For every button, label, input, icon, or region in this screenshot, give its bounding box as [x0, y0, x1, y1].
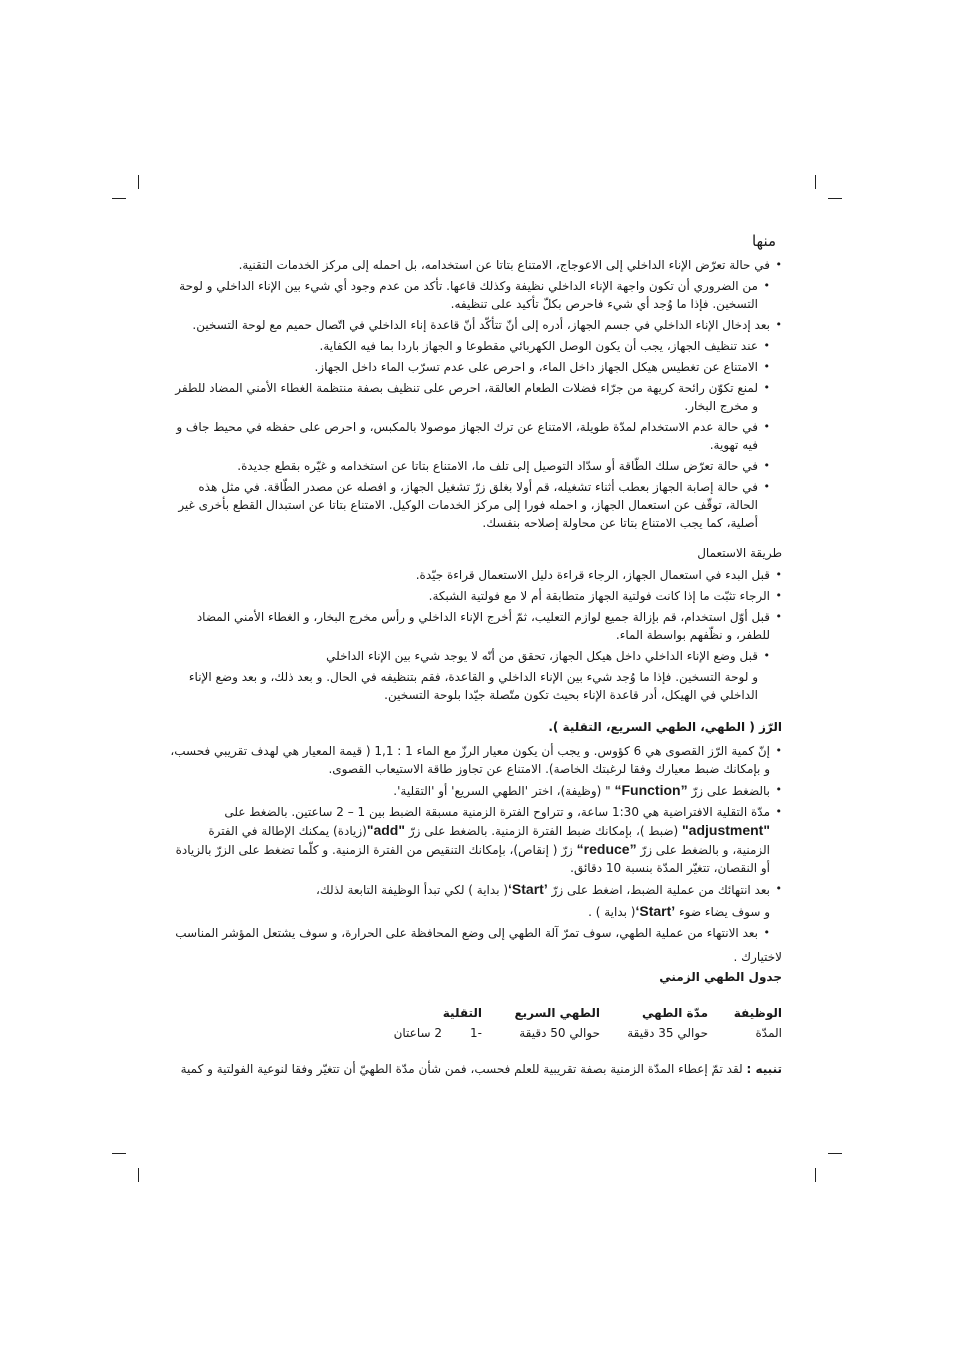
list-item: • الرجاء تثبّت ما إذا كانت فولتية الجهاز متطابقة أم لا مع فولتية الشبكة.: [170, 587, 782, 605]
text: (زيادة) يمكنك الإطالة في الفترة الزمنية، و بالضغط على زرّ: [208, 824, 770, 857]
text: ( بداية ) .: [588, 905, 636, 919]
add-keyword: "add": [366, 822, 405, 838]
text: ( بداية ) لكي تبدأ الوظيفة التابعة لذلك،: [316, 883, 509, 897]
crop-mark: [815, 1168, 816, 1182]
list-item: • لمنع تكوّن رائحة كريهة من جرّاء فضلات الطعام العالقة، احرص على تنظيف بصفة منتظمة الغطاء الأمني المضاد للطفر و مخرج البخار.: [170, 379, 782, 415]
table-cell: 2 ساعتان: [393, 1026, 442, 1040]
list-item: و لوحة التسخين. فإذا ما وُجد شيء بين الإناء الداخلي و القاعدة، فقم بتنظيفه في الحال. و بعد ذلك، و بعد وضع الإناء الداخلي في الهيكل، أدر قاعدة الإناء بحيث تكون متّصلة جيّدا بلوحة التسخين.: [188, 670, 758, 702]
list-item: • قبل البدء في استعمال الجهاز، الرجاء قراءة دليل الاستعمال قراءة جيّدة.: [170, 566, 782, 584]
list-item: • من الضروري أن تكون واجهة الإناء الداخلي نظيفة وكذلك قاعها. تأكد من عدم وجود أي شيء بين الإناء الداخلي و لوحة التسخين. فإذا ما وُجد أي شيء فاحرص بكلّ تأكيد على تنظيفه.: [170, 277, 782, 313]
text: و سوف يضاء ضوء: [675, 905, 770, 919]
list-item: [170, 803, 782, 877]
maintenance-list: [170, 256, 782, 532]
text: (ضبط )، بإمكانك ضبط الفترة الزمنية. بالضغط على زرّ: [405, 824, 683, 838]
start-keyword: ’Start‘: [508, 881, 548, 897]
note: [170, 1060, 782, 1078]
column-header: التقلية: [442, 1006, 482, 1020]
list-item: • قبل أوّل استخدام، قم بإزالة جميع لوازم التعليب، ثمّ أخرج الإناء الداخلي و رأس مخرج البخار، و الغطاء الأمني المضاد للطفر، و نظّفهم بواسطة الماء.: [170, 608, 782, 644]
note-label: تنبيه :: [746, 1062, 782, 1076]
list-item: [170, 781, 782, 800]
table-cell: حوالي 35 دقيقة: [627, 1026, 708, 1040]
note-text: لقد تمّ إعطاء المدّة الزمنية بصفة تقريبية للعلم فحسب، فمن شأن مدّة الطهيّ أن تتغيّر وفقا لنوعية الفولتية و كمية: [180, 1062, 747, 1076]
text: لاختيارك .: [733, 950, 782, 964]
list-item: • في حالة تعرّض سلك الطّاقة أو سدّاد التوصيل إلى تلف ما، الامتناع بتاتا عن استخدامه و غيّره بقطع جديدة.: [170, 457, 782, 475]
crop-mark: [815, 175, 816, 189]
table-cell: -1: [470, 1026, 482, 1040]
list-item: [170, 880, 782, 899]
crop-mark: [138, 1168, 139, 1182]
list-item: • بعد إدخال الإناء الداخلي في جسم الجهاز، أدره إلى أنّ تتأكّد أنّ قاعدة إناء الداخلي في اتّصال حميم مع لوحة التسخين.: [170, 316, 782, 334]
start-keyword: ’Start‘: [635, 903, 676, 919]
usage-section-title: طريقة الاستعمال: [697, 546, 782, 560]
cooking-schedule-table: [382, 1004, 782, 1042]
document-page: [170, 232, 782, 1078]
usage-list: [170, 566, 782, 704]
text: " (وظيفة)، اختر 'الطهي السريع' أو 'التقلية'.: [393, 784, 615, 798]
text: مدّة التقلية الافتراضية هي 1:30 ساعة، و تتراوح الفترة الزمنية مسبقة الضبط بين 1 – 2 ساعتين. بالضغط على: [224, 805, 770, 819]
table-header-row: [382, 1004, 782, 1024]
table-cell: المدّة: [755, 1026, 782, 1040]
column-header: الوظيفة: [733, 1006, 782, 1020]
schedule-title: جدول الطهي الزمني: [659, 970, 782, 984]
list-item: • إنّ كمية الرّز القصوى هي 6 كؤوس. و يجب أن يكون معيار الرزّ مع الماء 1 : 1,1 ( قيمة المعيار هي لهدف تقريبي فحسب، و بإمكانك ضبط معيارك وفقا لرغبتك الخاصة). الامتناع عن تجاوز طاقة الاستيعاب القصوى.: [170, 742, 782, 778]
rice-section-title: الرّز ( الطهي، الطهي السريع، التقلية ).: [548, 720, 782, 734]
list-item: [170, 902, 782, 921]
crop-mark: [138, 175, 139, 189]
list-item: • في حالة عدم الاستخدام لمدّة طويلة، الامتناع عن ترك الجهاز موصولا بالمكبس، و احرص على حفظه في محيط جاف و فيه تهوية.: [170, 418, 782, 454]
list-item: • الامتناع عن تغطيس هيكل الجهاز داخل الماء، و احرص على عدم تسرّب الماء داخل الجهاز.: [170, 358, 782, 376]
crop-mark: [112, 1153, 126, 1154]
crop-mark: [828, 1153, 842, 1154]
text: بالضغط على زرّ: [687, 784, 770, 798]
text: بعد انتهائك من عملية الضبط، اضغط على زرّ: [547, 883, 770, 897]
function-keyword: ”Function“: [614, 782, 688, 798]
text: زرّ ( إنقاص)، بإمكانك التنقيص من الفترة الزمنية. و كلّما تضغط على الزرّ بالزيادة أو النقصان، تتغيّر المدّة بنسبة 10 دقائق.: [175, 843, 770, 875]
list-item: • قبل وضع الإناء الداخلي داخل هيكل الجهاز، تحقق من أنّه لا يوجد شيء بين الإناء الداخلي: [170, 647, 782, 665]
table-row: [382, 1024, 782, 1042]
adjustment-keyword: "adjustment": [682, 822, 770, 838]
list-item: • في حالة تعرّض الإناء الداخلي إلى الاعوجاج، الامتناع بتاتا عن استخدامه، بل احمله إلى مركز الخدمات التقنية.: [170, 256, 782, 274]
column-header: الطهي السريع: [514, 1006, 600, 1020]
list-item: • بعد الانتهاء من عملية الطهي، سوف تمرّ آلة الطهي إلى وضع المحافظة على الحرارة، و سوف يشتعل المؤشر المناسب: [170, 924, 782, 942]
rice-list: [170, 742, 782, 942]
list-item: • في حالة إصابة الجهاز بعطب أثناء تشغيله، قم أولا بغلق زرّ تشغيل الجهاز، و افصله عن مصدر الطّاقة. في مثل هذه الحالة، توقّف عن استعمال الجهاز، و احمله فورا إلى مركز الخدمات الوكيل. الامتناع بتاتا عن استبدال القطع بأخرى غير أصلية، كما يجب الامتناع بتاتا عن محاولة إصلاحه بنفسك.: [170, 478, 782, 532]
page-title: منها: [751, 232, 776, 250]
list-item: • عند تنظيف الجهاز، يجب أن يكون الوصل الكهربائي مقطوعا و الجهاز باردا بما فيه الكفاية.: [170, 337, 782, 355]
table-cell: حوالي 50 دقيقة: [519, 1026, 600, 1040]
column-header: مدّة الطهي: [642, 1006, 708, 1020]
crop-mark: [828, 198, 842, 199]
reduce-keyword: ”reduce“: [576, 841, 637, 857]
crop-mark: [112, 198, 126, 199]
